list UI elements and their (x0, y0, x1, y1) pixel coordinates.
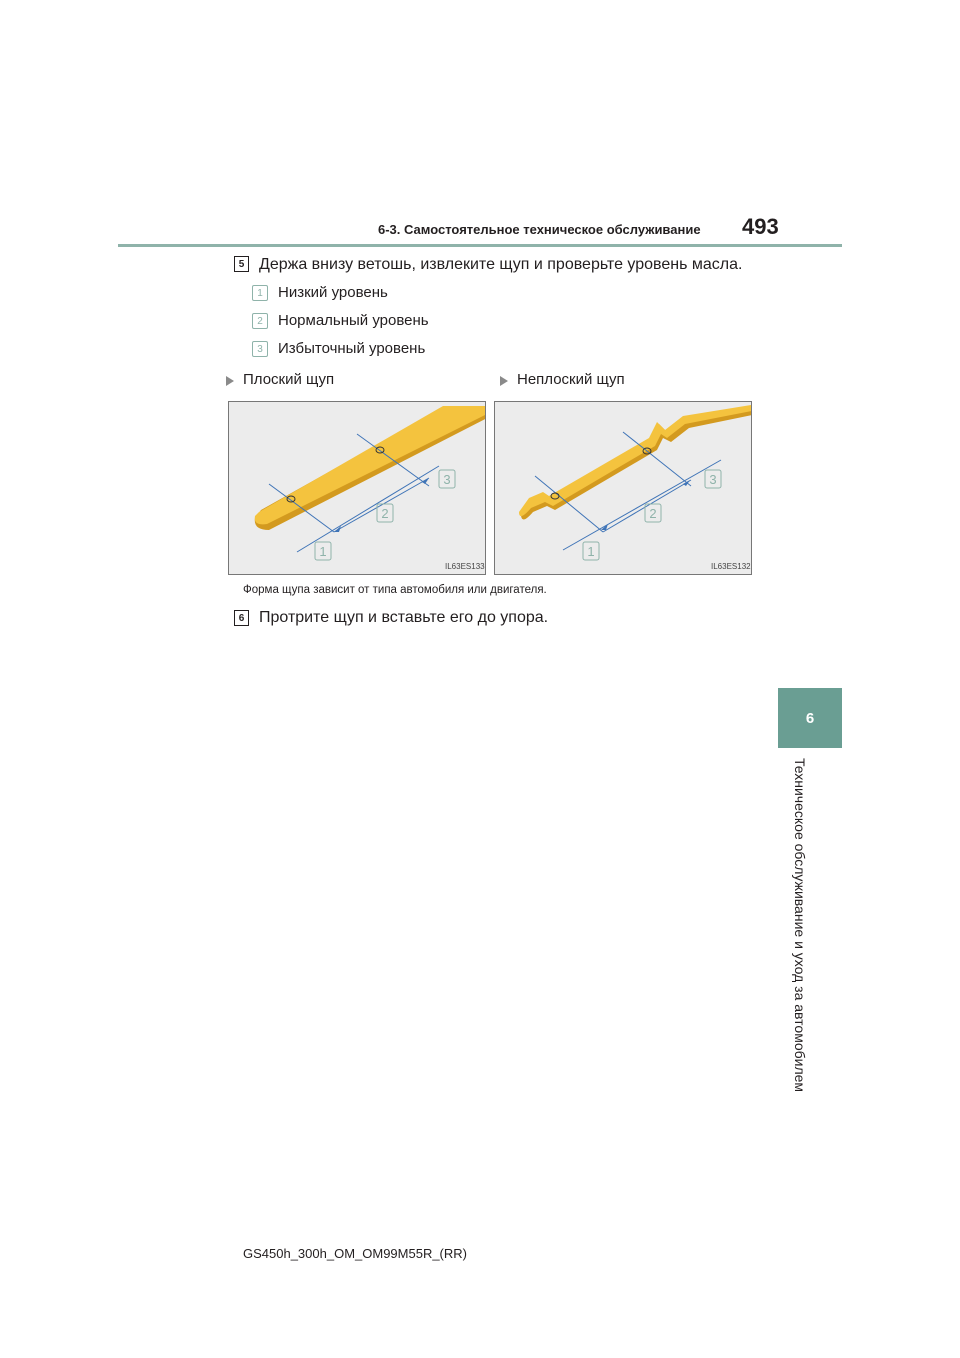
figure-code: IL63ES132 (711, 562, 751, 571)
figure-code: IL63ES133 (445, 562, 485, 571)
callout-1-label: 1 (587, 544, 595, 559)
bullet-arrow-icon (226, 376, 234, 386)
figure-nonflat-dipstick (494, 401, 752, 575)
dipstick-shape (519, 404, 751, 520)
callout-3 (439, 470, 455, 488)
bullet-arrow-icon (500, 376, 508, 386)
step-number-5: 5 (234, 256, 249, 272)
step-5-text: Держа внизу ветошь, извлеките щуп и проверьте уровень масла. (259, 256, 743, 273)
callout-1-label: 1 (319, 544, 327, 559)
callout-2-label: 2 (381, 506, 389, 521)
callout-2-label: 2 (649, 506, 657, 521)
callout-1 (583, 542, 599, 560)
callout-3 (705, 470, 721, 488)
item-label-excess: Избыточный уровень (278, 340, 426, 357)
item-number-1: 1 (252, 285, 268, 301)
page-number: 493 (742, 214, 779, 239)
figure-title-nonflat: Неплоский щуп (517, 371, 625, 388)
chapter-title: Техническое обслуживание и уход за автомобилем (792, 758, 808, 1093)
item-label-normal: Нормальный уровень (278, 312, 429, 329)
callout-2 (645, 504, 661, 522)
item-number-3: 3 (252, 341, 268, 357)
nonflat-dipstick-illustration (495, 402, 751, 574)
header-divider (118, 244, 842, 247)
callout-3-label: 3 (443, 472, 451, 487)
step-6-text: Протрите щуп и вставьте его до упора. (259, 609, 549, 626)
step-number-6: 6 (234, 610, 249, 626)
figure-title-flat: Плоский щуп (243, 371, 335, 388)
callout-3-label: 3 (709, 472, 717, 487)
figure-caption: Форма щупа зависит от типа автомобиля или двигателя. (243, 584, 547, 596)
item-label-low: Низкий уровень (278, 284, 388, 301)
document-code: GS450h_300h_OM_OM99M55R_(RR) (243, 1246, 467, 1261)
chapter-tab: 6 (778, 688, 842, 748)
figure-flat-dipstick (228, 401, 486, 575)
section-title: 6-3. Самостоятельное техническое обслуживание (378, 222, 701, 237)
flat-dipstick-illustration (229, 402, 485, 574)
item-number-2: 2 (252, 313, 268, 329)
callout-1 (315, 542, 331, 560)
